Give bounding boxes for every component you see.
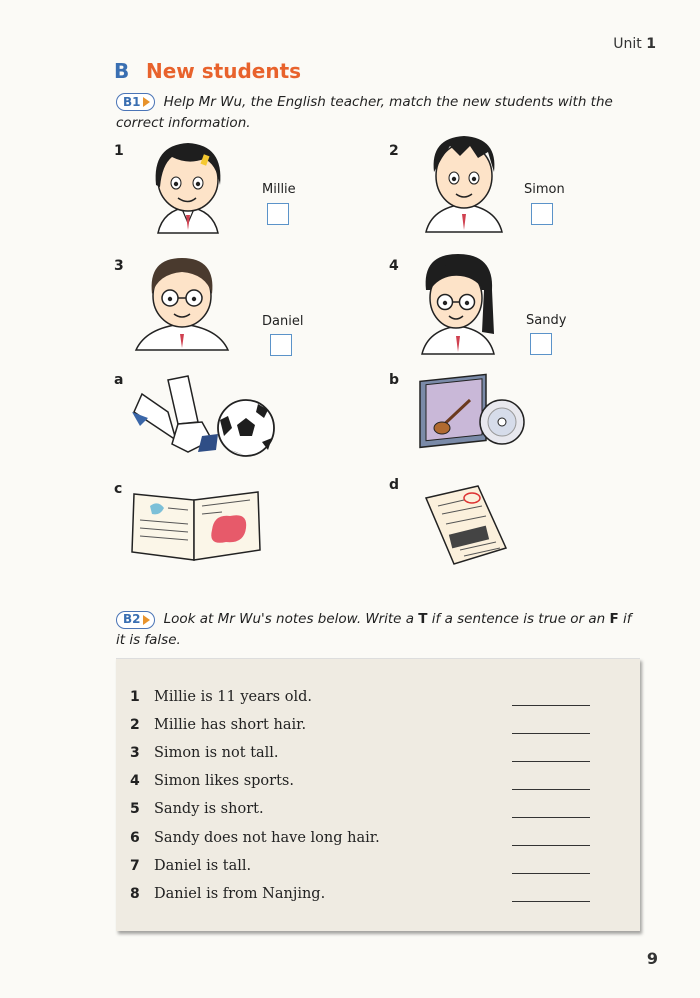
match-box-sandy[interactable] bbox=[530, 333, 552, 355]
match-box-simon[interactable] bbox=[531, 203, 553, 225]
b2-false-letter: F bbox=[609, 611, 619, 627]
student-daniel-illustration bbox=[132, 252, 232, 350]
b1-badge bbox=[116, 93, 155, 111]
picture-letter-a: a bbox=[114, 372, 124, 388]
student-sandy-illustration bbox=[412, 250, 504, 354]
play-arrow-icon bbox=[143, 615, 150, 625]
football-icon bbox=[128, 372, 278, 458]
unit-label-text: Unit bbox=[613, 36, 642, 52]
statement-number: 3 bbox=[130, 745, 140, 761]
student-name-millie: Millie bbox=[262, 182, 296, 197]
picture-letter-c: c bbox=[114, 481, 123, 497]
statement-number: 5 bbox=[130, 801, 140, 817]
statement-number: 1 bbox=[130, 689, 140, 705]
b2-badge-label: B2 bbox=[123, 612, 141, 626]
b1-badge-label: B1 bbox=[123, 95, 141, 109]
b2-instruction-part2: if a sentence is true or an bbox=[427, 611, 610, 627]
statement-number: 8 bbox=[130, 886, 140, 902]
answer-line-4[interactable] bbox=[512, 789, 590, 790]
music-cd-icon bbox=[414, 372, 526, 456]
open-book-icon bbox=[128, 484, 264, 564]
picture-letter-b: b bbox=[389, 372, 400, 388]
unit-number: 1 bbox=[646, 36, 656, 52]
student-number-1: 1 bbox=[114, 143, 124, 159]
student-number-3: 3 bbox=[114, 258, 124, 274]
statement-text: Millie has short hair. bbox=[154, 717, 307, 733]
student-name-daniel: Daniel bbox=[262, 314, 304, 329]
student-number-2: 2 bbox=[389, 143, 399, 159]
answer-line-3[interactable] bbox=[512, 761, 590, 762]
b2-true-letter: T bbox=[418, 611, 428, 627]
statement-text: Sandy is short. bbox=[154, 801, 264, 817]
section-letter: B bbox=[114, 59, 130, 83]
student-number-4: 4 bbox=[389, 258, 399, 274]
statement-text: Sandy does not have long hair. bbox=[154, 830, 380, 846]
statement-number: 7 bbox=[130, 858, 140, 874]
answer-line-8[interactable] bbox=[512, 901, 590, 902]
student-name-sandy: Sandy bbox=[526, 313, 567, 328]
page-number: 9 bbox=[646, 949, 658, 968]
b1-instruction-block bbox=[116, 91, 636, 133]
answer-line-2[interactable] bbox=[512, 733, 590, 734]
statement-text: Millie is 11 years old. bbox=[154, 689, 312, 705]
match-box-daniel[interactable] bbox=[270, 334, 292, 356]
match-box-millie[interactable] bbox=[267, 203, 289, 225]
statement-row bbox=[130, 689, 312, 705]
statement-number: 6 bbox=[130, 830, 140, 846]
play-arrow-icon bbox=[143, 97, 150, 107]
statement-number: 2 bbox=[130, 717, 140, 733]
answer-line-6[interactable] bbox=[512, 845, 590, 846]
section-title: New students bbox=[146, 59, 302, 83]
b2-instruction bbox=[116, 611, 632, 648]
answer-line-1[interactable] bbox=[512, 705, 590, 706]
statement-row bbox=[130, 745, 279, 761]
statement-row bbox=[130, 830, 380, 846]
statement-row bbox=[130, 858, 251, 874]
b1-instruction: Help Mr Wu, the English teacher, match the new students with the correct information. bbox=[116, 94, 613, 131]
student-simon-illustration bbox=[418, 132, 510, 232]
statement-text: Simon is not tall. bbox=[154, 745, 279, 761]
student-name-simon: Simon bbox=[524, 182, 565, 197]
statement-row bbox=[130, 717, 306, 733]
b2-badge bbox=[116, 611, 155, 629]
student-millie-illustration bbox=[138, 135, 238, 233]
answer-line-7[interactable] bbox=[512, 873, 590, 874]
unit-label bbox=[613, 36, 656, 52]
statement-text: Daniel is from Nanjing. bbox=[154, 886, 326, 902]
test-paper-icon bbox=[420, 484, 510, 568]
statement-row bbox=[130, 886, 325, 902]
statement-row bbox=[130, 801, 264, 817]
answer-line-5[interactable] bbox=[512, 817, 590, 818]
b2-instruction-part3: if it is false. bbox=[116, 611, 632, 648]
picture-letter-d: d bbox=[389, 477, 400, 493]
statement-number: 4 bbox=[130, 773, 140, 789]
b2-instruction-part1: Look at Mr Wu's notes below. Write a bbox=[163, 611, 419, 627]
b2-instruction-block bbox=[116, 608, 636, 650]
statement-row bbox=[130, 773, 294, 789]
statement-text: Simon likes sports. bbox=[154, 773, 294, 789]
statement-text: Daniel is tall. bbox=[154, 858, 252, 874]
notes-panel bbox=[116, 658, 640, 931]
